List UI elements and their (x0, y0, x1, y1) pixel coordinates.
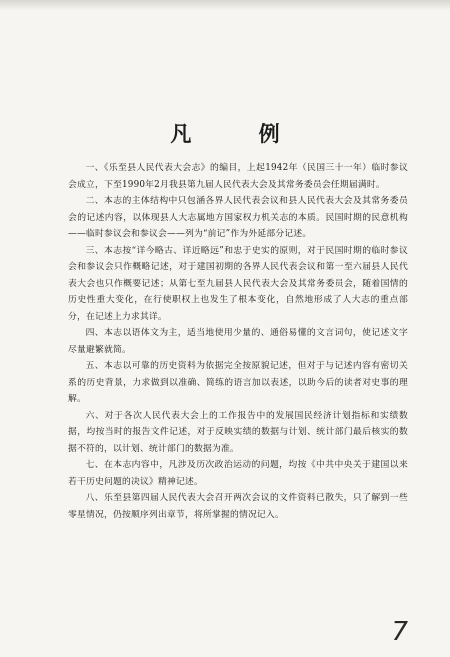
paragraph-2: 二、本志的主体结构中只包涵各界人民代表会议和县人民代表大会及其常务委员会的记述内容，以体现县人大志属地方国家权力机关志的本质。民国时期的民意机构——临时参议会和参议会——列为“前记”作为外延部分记述。 (68, 196, 408, 239)
paragraph-7: 七、在本志内容中，凡涉及历次政治运动的问题，均按《中共中央关于建国以来若干历史问题的决议》精神记述。 (68, 460, 408, 487)
scan-edge (0, 0, 450, 10)
paragraph-5: 五、本志以可靠的历史资料为依据完全按原貌记述，但对于与记述内容有密切关系的历史背景，力求做到以准确、简练的语言加以表述，以助今后的读者对史事的理解。 (68, 361, 408, 404)
page-number: 7 (391, 617, 408, 647)
page-title: 凡 例 (170, 121, 310, 146)
paragraph-8: 八、乐至县第四届人民代表大会召开两次会议的文件资料已散失，只了解到一些零星情况，仍按顺序列出章节，将所掌握的情况记入。 (68, 493, 408, 520)
document-body (68, 160, 408, 523)
paragraph-3: 三、本志按“详今略古、详近略远”和忠于史实的原则，对于民国时期的临时参议会和参议会只作概略记述，对于建国初期的各界人民代表会议和第一至六届县人民代表大会也只作概要记述；从第七至九届县人民代表大会及其常务委员会，随着国情的历史性重大变化，在行使职权上也发生了根本变化，自然地形成了人大志的重点部分，在记述上力求其详。 (68, 245, 408, 322)
paragraph-4: 四、本志以语体文为主，适当地使用少量的、通俗易懂的文言词句，使记述文字尽量避繁就简。 (68, 328, 408, 355)
paragraph-6: 六、对于各次人民代表大会上的工作报告中的发展国民经济计划指标和实绩数据，均按当时的报告文件记述，对于反映实绩的数据与计划、统计部门最后核实的数据不符的，以计划、统计部门的数据为准。 (68, 410, 408, 454)
paragraph-1: 一、《乐至县人民代表大会志》的编目，上起1942年（民国三十一年）临时参议会成立，下至1990年2月我县第九届人民代表大会及其常务委员会任期届满时。 (68, 163, 408, 190)
